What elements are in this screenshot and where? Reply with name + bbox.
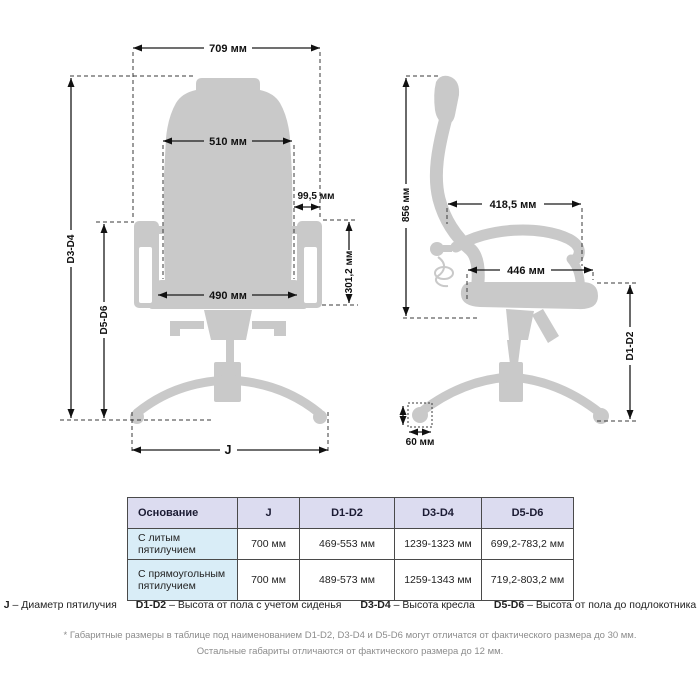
armrest-left-bracket bbox=[157, 226, 165, 234]
table-cell: 719,2-803,2 мм bbox=[482, 560, 574, 601]
table-cell: 700 мм bbox=[238, 529, 300, 560]
dim-base-diameter-label: J bbox=[224, 443, 232, 457]
table-cell: 469-553 мм bbox=[300, 529, 395, 560]
table-header-cell: J bbox=[238, 498, 300, 529]
table-row-label: С прямоугольным пятилучием bbox=[128, 560, 238, 601]
table-row-label: С литым пятилучием bbox=[128, 529, 238, 560]
table-header-row bbox=[128, 498, 574, 529]
armrest-left-window bbox=[139, 247, 152, 303]
adjust-lever-wire bbox=[436, 257, 448, 286]
dim-backrest-depth-label: 418,5 мм bbox=[489, 199, 537, 211]
armrest-right-bracket bbox=[291, 226, 299, 234]
dim-caster-diameter-label: 60 мм bbox=[405, 437, 435, 448]
table-header-cell: D3-D4 bbox=[395, 498, 482, 529]
caster-side-right bbox=[593, 408, 609, 424]
armrest-right-window bbox=[304, 247, 317, 303]
dim-backrest-width-label: 510 мм bbox=[209, 136, 247, 148]
lever-side bbox=[532, 309, 559, 343]
table-header-cell: Основание bbox=[128, 498, 238, 529]
gas-lift-side bbox=[507, 340, 521, 364]
footnote-line-2: Остальные габариты отличаются от фактического размера до 12 мм. bbox=[196, 645, 504, 657]
table-cell: 699,2-783,2 мм bbox=[482, 529, 574, 560]
seat-side bbox=[461, 282, 598, 309]
lever-right bbox=[252, 321, 286, 336]
dimensions-table bbox=[127, 497, 574, 601]
table-row bbox=[128, 560, 574, 601]
caster-front-right bbox=[313, 410, 327, 424]
table-cell: 1259-1343 мм bbox=[395, 560, 482, 601]
dim-armrest-floor-label: D5-D6 bbox=[99, 305, 110, 335]
dim-back-height-label: 856 мм bbox=[401, 187, 412, 223]
side-view bbox=[401, 76, 637, 448]
table-header-cell: D1-D2 bbox=[300, 498, 395, 529]
gas-lift-front bbox=[226, 340, 234, 364]
dim-side-gap-label: 99,5 мм bbox=[297, 191, 335, 202]
dim-armrest-height-label: 301,2 мм bbox=[344, 250, 355, 294]
mechanism-side bbox=[506, 309, 534, 340]
legend-item: D5-D6 – Высота от пола до подлокотника bbox=[493, 599, 697, 611]
dim-seat-height-label: D1-D2 bbox=[625, 331, 636, 361]
front-view bbox=[60, 43, 358, 457]
table-row bbox=[128, 529, 574, 560]
mechanism-front bbox=[204, 310, 252, 340]
dim-top-width-label: 709 мм bbox=[209, 43, 247, 55]
backrest-side bbox=[436, 118, 478, 282]
caster-side-left bbox=[412, 407, 428, 423]
legend-item: J – Диаметр пятилучия bbox=[3, 599, 117, 611]
backrest-front bbox=[164, 78, 293, 281]
lever-left bbox=[170, 321, 204, 336]
dim-seat-width-label: 490 мм bbox=[209, 290, 247, 302]
table-cell: 700 мм bbox=[238, 560, 300, 601]
legend-item: D1-D2 – Высота от пола с учетом сиденья bbox=[135, 599, 342, 611]
footnote-line-1: * Габаритные размеры в таблице под наименованием D1-D2, D3-D4 и D5-D6 могут отличатся от фактического размера до 30 мм. bbox=[63, 630, 637, 641]
table-cell: 1239-1323 мм bbox=[395, 529, 482, 560]
legend-item: D3-D4 – Высота кресла bbox=[360, 599, 475, 611]
dim-chair-height-label: D3-D4 bbox=[66, 234, 77, 264]
footnote bbox=[0, 628, 700, 659]
legend bbox=[0, 599, 700, 611]
dim-seat-depth-label: 446 мм bbox=[507, 265, 545, 277]
table-cell: 489-573 мм bbox=[300, 560, 395, 601]
table-header-cell: D5-D6 bbox=[482, 498, 574, 529]
tension-knob bbox=[430, 242, 444, 256]
